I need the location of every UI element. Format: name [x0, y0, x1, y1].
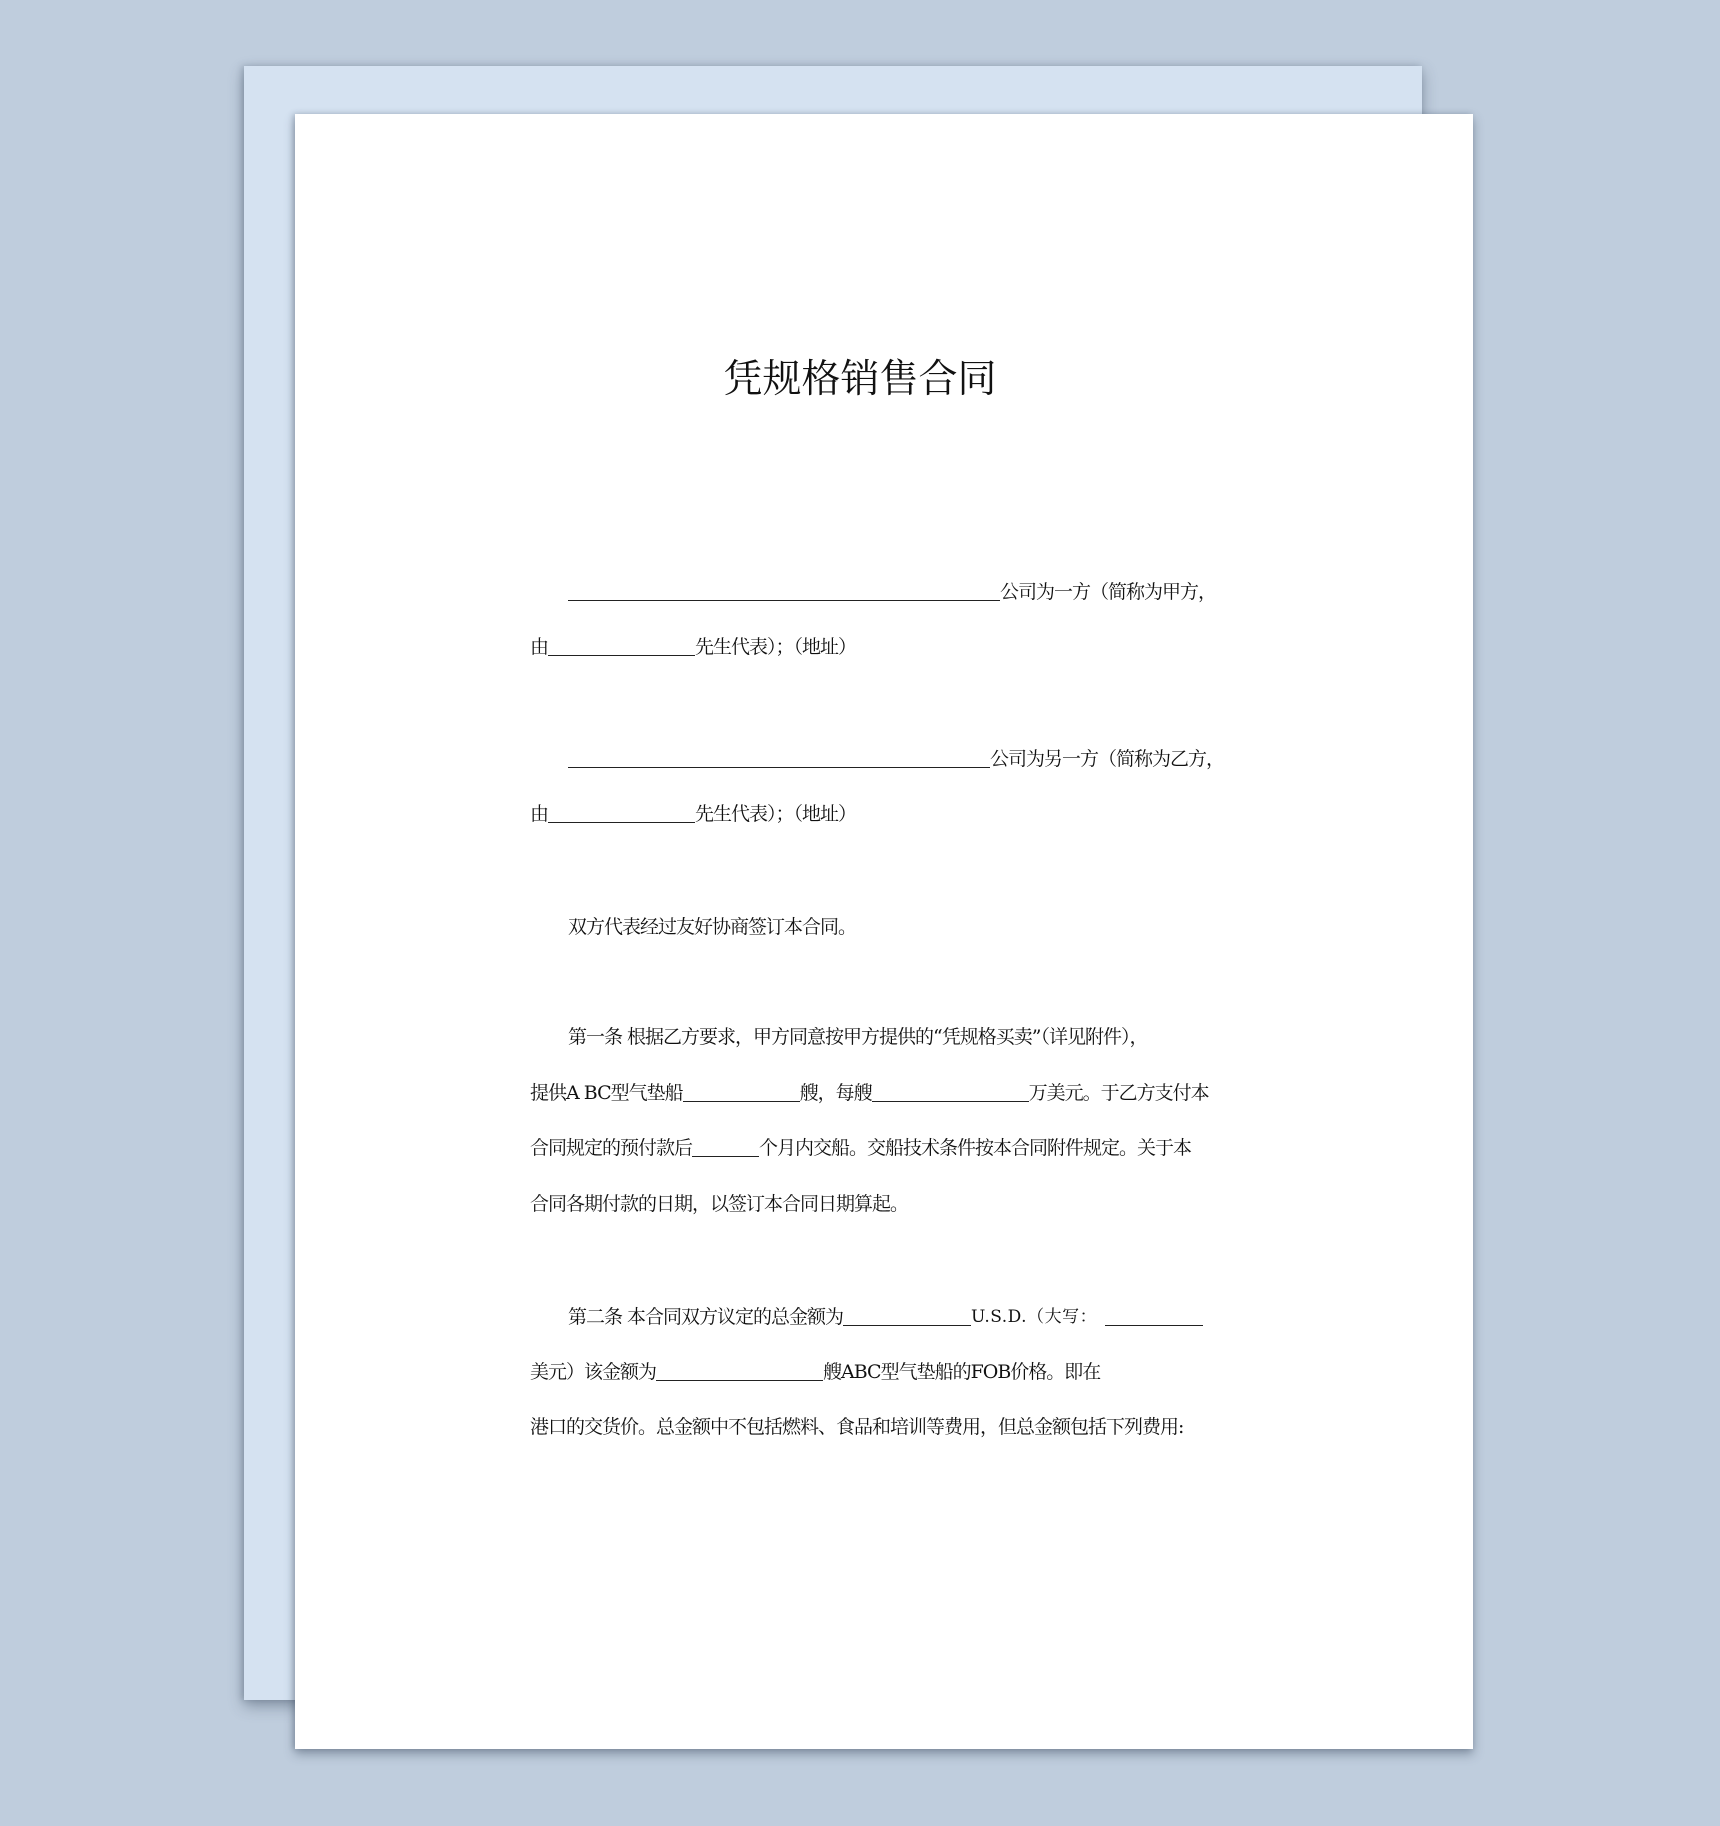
article-1-line-3 — [530, 1134, 1191, 1160]
article-1-line-2-text-b: 艘，每艘 — [799, 1082, 872, 1104]
party-b-by-label: 由 — [530, 803, 549, 825]
party-b-line-2 — [530, 800, 856, 826]
party-a-line-1 — [568, 578, 1216, 604]
article-1-line-4 — [530, 1190, 908, 1216]
article-2-line-3-text: 港口的交货价。总金额中不包括燃料、食品和培训等费用，但总金额包括下列费用: — [530, 1416, 1184, 1438]
article-1-line-4-text: 合同各期付款的日期，以签订本合同日期算起。 — [530, 1193, 909, 1215]
party-a-company-blank[interactable] — [568, 599, 1000, 601]
amount-in-words-blank[interactable] — [1105, 1324, 1203, 1326]
article-2-line-1-text-b: U.S.D.（大写： — [971, 1307, 1098, 1327]
party-a-line-2 — [530, 633, 856, 659]
party-a-line-2-text: 先生代表）；（地址） — [695, 636, 857, 658]
article-2-line-1 — [568, 1303, 1203, 1329]
delivery-months-blank[interactable] — [692, 1155, 759, 1157]
ship-quantity-blank[interactable] — [683, 1100, 800, 1102]
article-1-line-2-text-a: 提供A BC型气垫船 — [530, 1082, 683, 1104]
document-title: 凭规格销售合同 — [723, 357, 997, 402]
article-1-line-1-text: 第一条 根据乙方要求，甲方同意按甲方提供的“凭规格买卖”（详见附件）， — [568, 1026, 1148, 1048]
party-b-line-1 — [568, 745, 1224, 771]
party-b-line-2-text: 先生代表）；（地址） — [695, 803, 857, 825]
article-2-line-2-text-b: 艘ABC型气垫船的FOB价格。即在 — [823, 1361, 1101, 1383]
article-2-line-3 — [530, 1413, 1183, 1439]
article-1-line-3-text-a: 合同规定的预付款后 — [530, 1137, 693, 1159]
article-1-line-2 — [530, 1079, 1209, 1105]
article-1-line-3-text-b: 个月内交船。交船技术条件按本合同附件规定。关于本 — [759, 1137, 1192, 1159]
intro-paragraph — [568, 913, 856, 939]
party-a-representative-blank[interactable] — [548, 654, 695, 656]
ship-count-blank[interactable] — [656, 1379, 823, 1381]
article-2-line-2-text-a: 美元）该金额为 — [530, 1361, 657, 1383]
party-b-company-blank[interactable] — [568, 766, 990, 768]
article-2-line-2 — [530, 1358, 1100, 1384]
party-a-by-label: 由 — [530, 636, 549, 658]
party-a-line-1-text: 公司为一方（简称为甲方， — [1000, 581, 1217, 603]
total-amount-blank[interactable] — [843, 1324, 971, 1326]
party-b-line-1-text: 公司为另一方（简称为乙方， — [990, 748, 1225, 770]
intro-text: 双方代表经过友好协商签订本合同。 — [568, 916, 857, 938]
article-1-line-1 — [568, 1023, 1147, 1049]
article-2-line-1-text-a: 第二条 本合同双方议定的总金额为 — [568, 1306, 844, 1328]
unit-price-blank[interactable] — [872, 1100, 1029, 1102]
party-b-representative-blank[interactable] — [548, 821, 695, 823]
article-1-line-2-text-c: 万美元。于乙方支付本 — [1028, 1082, 1209, 1104]
